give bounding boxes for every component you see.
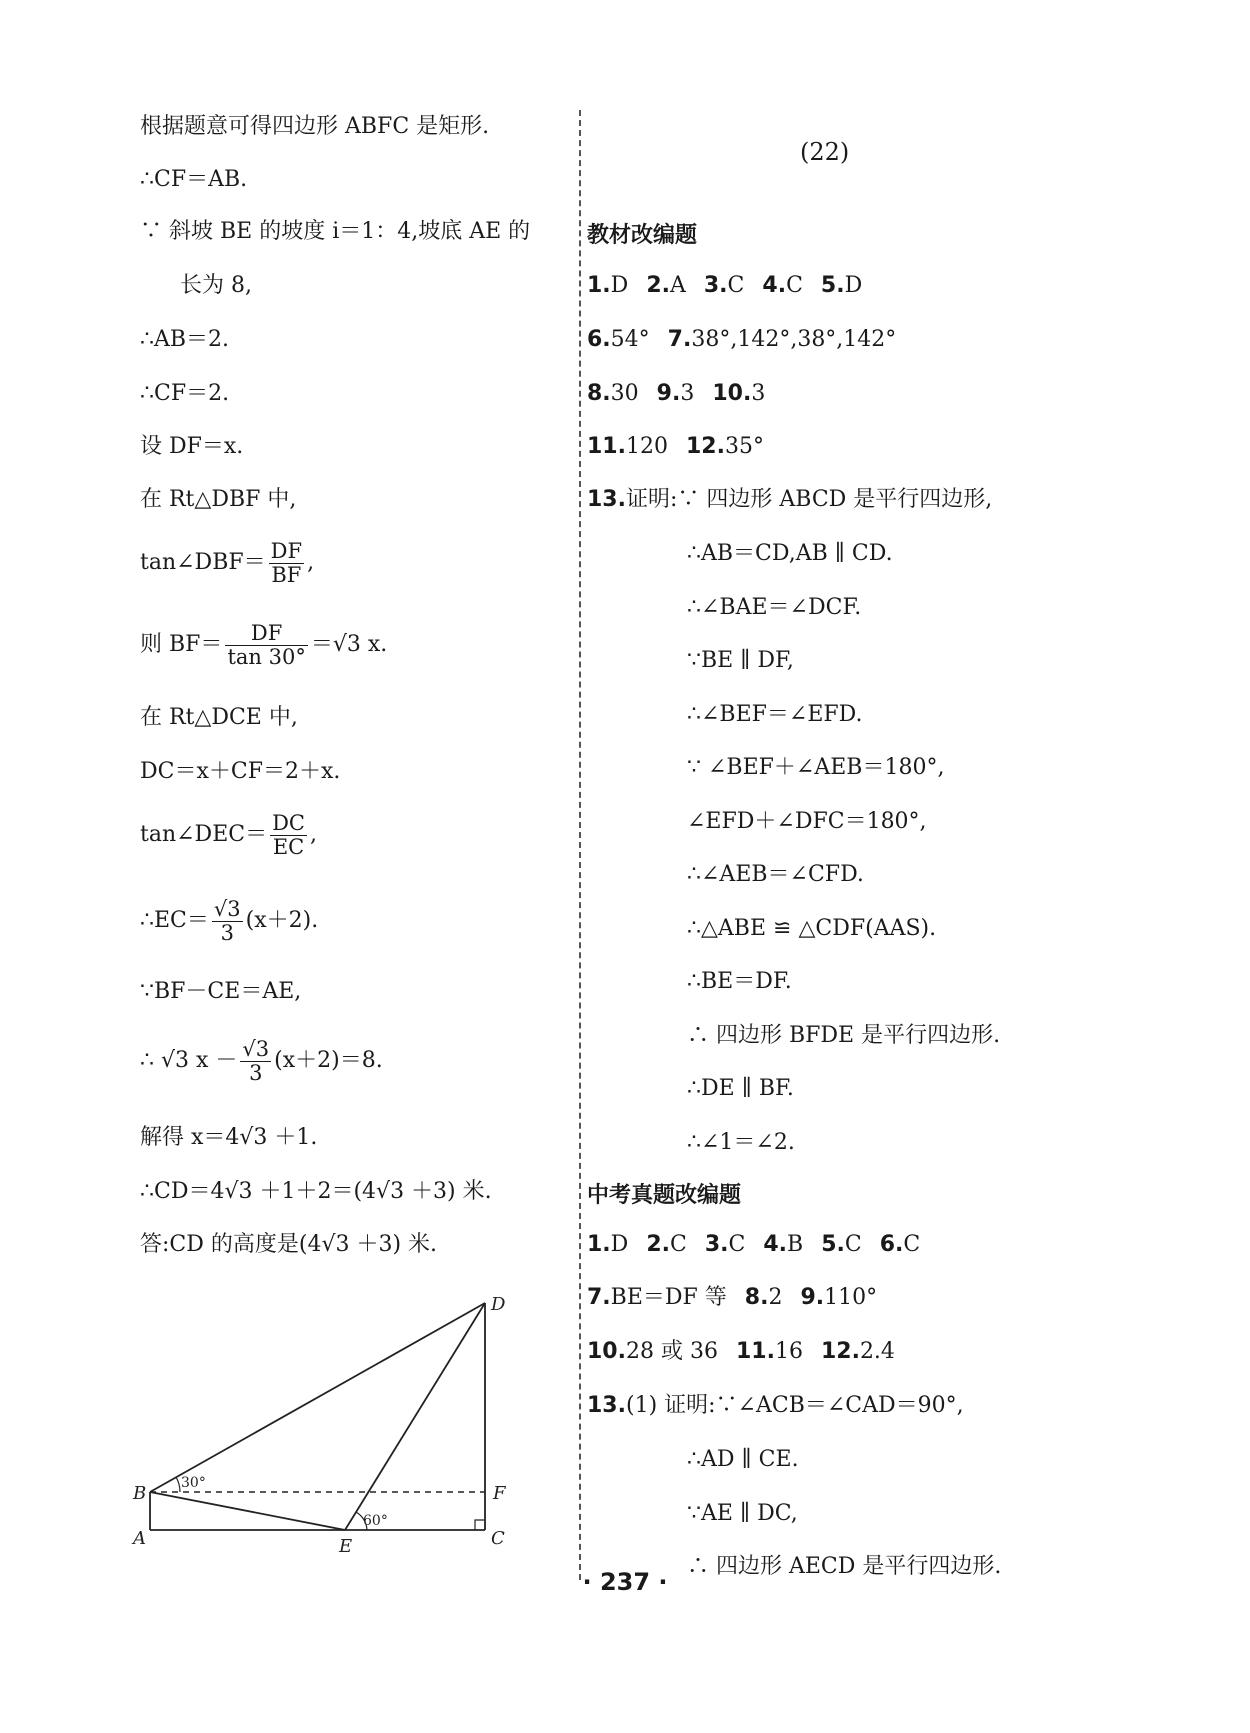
answer-item [587,434,668,459]
answer-item [736,1339,803,1364]
answer-value: D [610,273,629,298]
fraction [225,622,307,669]
eq-prefix: ∴ √3 x － [140,1048,238,1073]
eq-suffix: (x＋2). [245,908,319,933]
answers-row-5 [587,1231,938,1259]
answer-value: 110° [824,1285,878,1310]
label-C: C [491,1528,505,1549]
answer-item [657,381,695,406]
numerator: √3 [213,896,241,921]
left-line-5: ∴AB＝2. [140,327,230,352]
fraction [240,1038,271,1085]
left-line-4: 长为 8, [180,273,252,298]
answer-number: 10. [587,1339,626,1364]
numerator: DF [270,538,303,563]
answer-number: 6. [879,1232,904,1257]
problem-text: (1) 证明:∵∠ACB＝∠CAD＝90°, [625,1393,964,1418]
proof-line: ∵ ∠BEF＋∠AEB＝180°, [687,755,945,780]
eq-prefix: ∴EC＝ [140,908,209,933]
denominator: BF [271,562,302,587]
answer-number: 2. [646,273,670,298]
answer-value: BE＝DF 等 [610,1285,727,1310]
proof-line: ∴∠1＝∠2. [687,1129,795,1155]
answer-item [646,1232,687,1257]
eq-prefix: tan∠DBF＝ [140,550,266,575]
right-angle-mark [475,1520,485,1530]
answer-number: 4. [762,273,787,298]
proof-line: ∴ 四边形 BFDE 是平行四边形. [687,1022,1001,1048]
answer-value: C [903,1232,921,1257]
answer-number: 7. [587,1285,611,1310]
answer-number: 7. [667,327,692,352]
fraction [212,898,243,945]
denominator: 3 [249,1060,263,1085]
denominator: EC [272,834,305,859]
answer-value: 54° [610,327,650,352]
left-line-7: 设 DF＝x. [140,434,244,459]
answer-value: A [669,273,686,298]
eq-suffix: , [310,822,317,847]
heading-textbook-adapted: 教材改编题 [587,223,698,248]
problem-number: 13. [587,1393,626,1418]
eq-suffix: , [307,550,315,575]
answer-item [821,1232,862,1257]
proof-line: ∴ 四边形 AECD 是平行四边形. [687,1554,1002,1579]
answer-value: 3 [751,381,766,406]
proof-line: ∠EFD＋∠DFC＝180°, [687,808,927,834]
answer-number: 5. [821,1232,845,1257]
left-line-1: 根据题意可得四边形 ABFC 是矩形. [140,114,490,139]
answer-item [763,1232,803,1257]
answer-item [704,273,745,298]
answer-value: 2 [768,1285,783,1310]
answer-item [821,1339,895,1364]
denominator: 3 [220,920,234,945]
answer-item [762,273,803,298]
answer-number: 10. [712,381,752,406]
answers-row-4 [587,433,782,461]
answer-number: 12. [820,1339,860,1364]
left-line-17: 解得 x＝4√3 ＋1. [140,1125,318,1150]
left-line-10 [140,618,387,672]
answer-value: 28 或 36 [625,1339,718,1364]
answer-number: 5. [820,273,845,298]
proof-line: ∵BE ∥ DF, [687,648,794,673]
answer-value: 38°,142°,38°,142° [691,327,897,352]
answer-item [587,327,650,352]
left-line-13 [140,808,317,862]
heading-exam-adapted: 中考真题改编题 [587,1183,742,1208]
problem-13 [587,486,992,514]
answer-item [587,1285,727,1310]
numerator: DC [272,810,305,835]
label-A: A [133,1528,146,1549]
answer-value: D [610,1232,629,1257]
answer-value: B [787,1232,804,1257]
geometry-figure [135,1280,555,1580]
proof-line: ∴AD ∥ CE. [687,1447,799,1472]
left-line-19: 答:CD 的高度是(4√3 ＋3) 米. [140,1232,438,1257]
answer-value: C [727,273,745,298]
numerator: DF [225,622,307,646]
answer-number: 12. [685,434,725,459]
left-line-8: 在 Rt△DBF 中, [140,487,297,512]
answer-number: 1. [587,273,611,298]
answer-value: C [844,1232,862,1257]
left-line-12: DC＝x＋CF＝2＋x. [140,759,341,784]
answer-number: 1. [587,1232,611,1257]
answer-number: 8. [587,381,611,406]
left-line-9 [140,536,314,590]
answers-row-1 [587,272,880,300]
answer-item [646,273,686,298]
column-divider [579,110,581,1580]
answer-number: 11. [735,1339,775,1364]
answer-item [668,327,897,352]
proof-line: ∴AB＝CD,AB ∥ CD. [687,541,893,566]
segment-ED [345,1303,485,1530]
answer-item [587,1232,628,1257]
segment-BD [150,1303,485,1492]
answer-number: 4. [763,1232,788,1257]
eq-prefix: 则 BF＝ [140,632,223,657]
segment-BE [150,1492,345,1530]
answer-item [880,1232,921,1257]
denominator: tan 30° [227,644,306,669]
problem-number: 13. [587,487,626,512]
answer-number: 11. [587,434,626,459]
label-D: D [491,1294,506,1315]
answer-item [705,1232,746,1257]
problem-text: 证明:∵ 四边形 ABCD 是平行四边形, [625,487,993,512]
page-number: · 237 · [582,1568,668,1596]
numerator: √3 [242,1036,270,1061]
answer-value: 16 [774,1339,803,1364]
left-line-15: ∵BF－CE＝AE, [140,979,302,1004]
answer-item [587,381,639,406]
answer-number: 6. [587,327,611,352]
answer-item [745,1285,783,1310]
label-B: B [133,1483,147,1504]
answer-number: 3. [704,1232,729,1257]
left-line-11: 在 Rt△DCE 中, [140,705,298,730]
answer-item [800,1285,877,1310]
eq-prefix: tan∠DEC＝ [140,822,268,847]
answer-item [587,273,628,298]
answers-row-3 [587,380,783,408]
answer-value: 120 [625,434,668,459]
answer-value: C [786,273,803,298]
answer-number: 9. [656,381,681,406]
proof-line: ∴△ABE ≌ △CDF(AAS). [687,915,937,941]
left-line-3: ∵ 斜坡 BE 的坡度 i＝1：4,坡底 AE 的 [140,219,531,244]
proof-line: ∴∠AEB＝∠CFD. [687,862,864,887]
section-title: (22) [800,138,850,166]
left-line-14 [140,894,318,948]
angle-arc-30 [176,1477,180,1492]
problem-13-exam [587,1392,964,1420]
fraction [270,812,307,859]
answer-number: 2. [646,1232,670,1257]
answer-value: C [669,1232,687,1257]
answers-row-6 [587,1284,895,1312]
proof-line: ∴∠BAE＝∠DCF. [687,594,862,620]
fraction [269,540,304,587]
eq-suffix: ＝√3 x. [310,632,388,657]
proof-line: ∴DE ∥ BF. [687,1076,794,1101]
answers-row-2 [587,326,914,354]
left-line-16 [140,1034,383,1088]
angle-label-60: 60° [363,1513,388,1529]
answer-number: 8. [744,1285,769,1310]
answer-item [686,434,764,459]
label-E: E [339,1536,353,1557]
answer-number: 3. [703,273,728,298]
answers-row-7 [587,1338,913,1366]
proof-line: ∵AE ∥ DC, [687,1500,798,1526]
proof-line: ∴BE＝DF. [687,969,792,994]
answer-value: 35° [724,434,764,459]
eq-suffix: (x＋2)＝8. [274,1048,383,1073]
left-line-18: ∴CD＝4√3 ＋1＋2＝(4√3 ＋3) 米. [140,1179,492,1204]
answer-value: 3 [680,381,695,406]
angle-label-30: 30° [181,1475,206,1491]
answer-number: 9. [800,1285,825,1310]
answer-value: 2.4 [859,1339,895,1364]
answer-item [821,273,862,298]
answer-item [712,381,765,406]
answer-value: C [728,1232,746,1257]
left-line-6: ∴CF＝2. [140,381,230,406]
answer-value: D [844,273,863,298]
answer-item [587,1339,718,1364]
label-F: F [493,1483,506,1504]
proof-line: ∴∠BEF＝∠EFD. [687,701,863,727]
left-line-2: ∴CF＝AB. [140,167,248,192]
answer-value: 30 [610,381,639,406]
